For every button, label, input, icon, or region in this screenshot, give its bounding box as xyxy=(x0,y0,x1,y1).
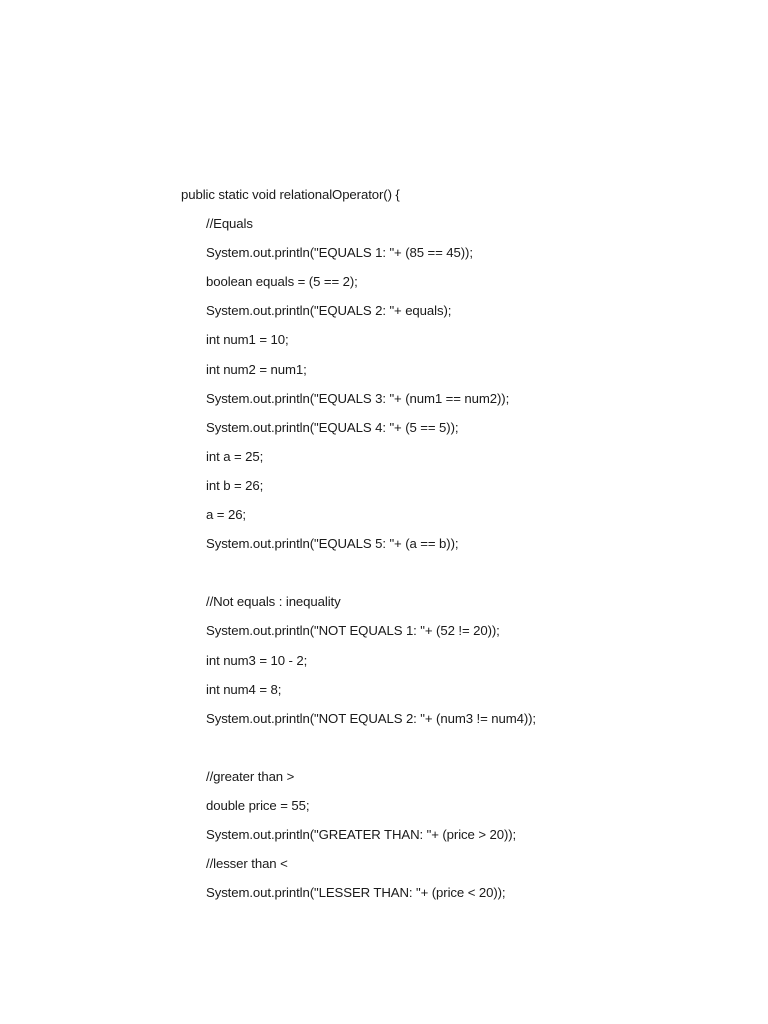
code-line: int b = 26; xyxy=(206,477,264,493)
code-line: //greater than > xyxy=(206,768,295,784)
code-line: System.out.println("NOT EQUALS 2: "+ (num3 != num4)); xyxy=(206,710,536,726)
code-line: int num2 = num1; xyxy=(206,361,307,377)
code-line: int a = 25; xyxy=(206,448,264,464)
code-line: //Not equals : inequality xyxy=(206,594,341,610)
code-line: int num3 = 10 - 2; xyxy=(206,652,308,668)
code-line: System.out.println("GREATER THAN: "+ (price > 20)); xyxy=(206,827,517,843)
code-listing xyxy=(181,180,741,907)
code-line: int num4 = 8; xyxy=(206,681,282,697)
code-line: System.out.println("EQUALS 1: "+ (85 == 45)); xyxy=(206,245,473,261)
code-line: public static void relationalOperator() { xyxy=(181,187,400,202)
code-line: System.out.println("EQUALS 5: "+ (a == b)); xyxy=(206,536,459,552)
blank-line xyxy=(181,558,741,587)
code-line: //Equals xyxy=(206,216,253,232)
code-line: System.out.println("EQUALS 4: "+ (5 == 5)); xyxy=(206,419,459,435)
code-line: System.out.println("LESSER THAN: "+ (price < 20)); xyxy=(206,885,506,901)
code-line: //lesser than < xyxy=(206,856,288,872)
code-line: System.out.println("EQUALS 3: "+ (num1 == num2)); xyxy=(206,390,510,406)
blank-line xyxy=(181,733,741,762)
code-line: a = 26; xyxy=(206,507,246,523)
code-line: System.out.println("NOT EQUALS 1: "+ (52 != 20)); xyxy=(206,623,500,639)
code-line: boolean equals = (5 == 2); xyxy=(206,274,358,290)
code-line: double price = 55; xyxy=(206,797,310,813)
code-line: int num1 = 10; xyxy=(206,332,289,348)
code-line: System.out.println("EQUALS 2: "+ equals); xyxy=(206,303,452,319)
